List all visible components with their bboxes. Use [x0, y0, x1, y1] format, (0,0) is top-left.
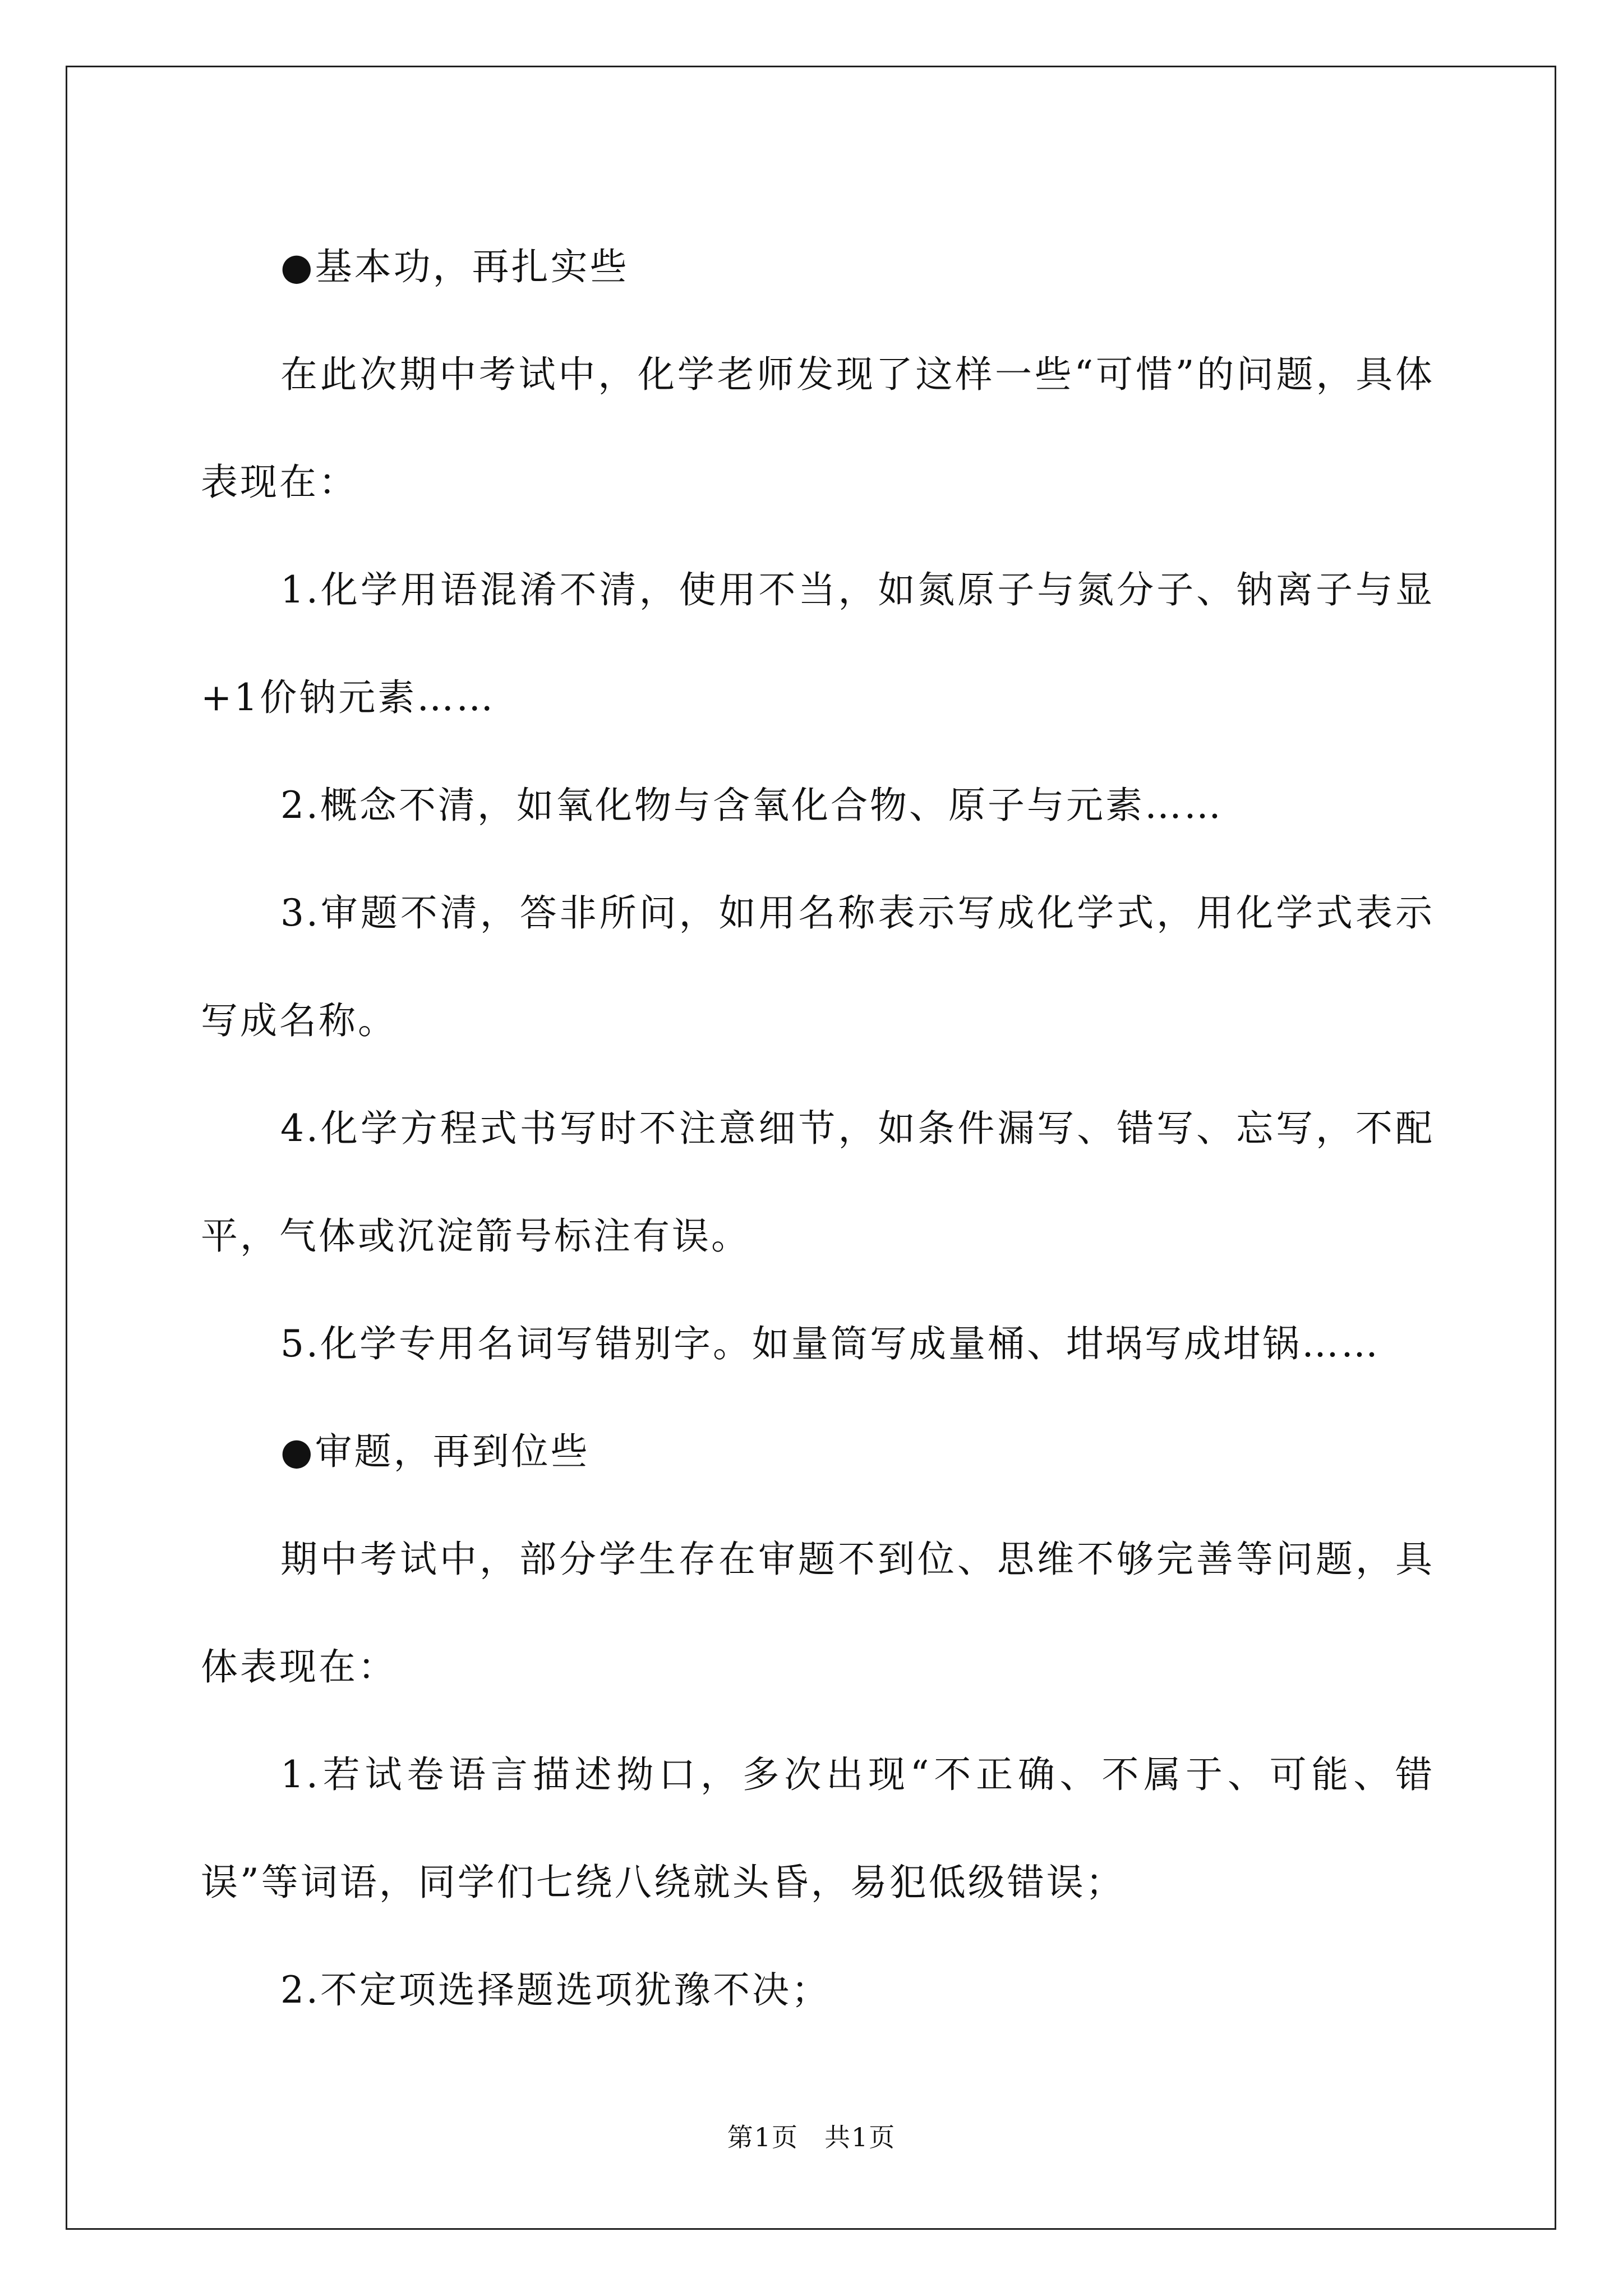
intro-paragraph-basics: 在此次期中考试中，化学老师发现了这样一些“可惜”的问题，具体表现在： — [201, 353, 1435, 504]
reading-list-item-2: 2.不定项选择题选项犹豫不决； — [280, 1968, 831, 2012]
document-body — [201, 213, 1435, 2044]
page-footer — [0, 2120, 1623, 2154]
section-heading-reading: ●审题，再到位些 — [280, 1430, 590, 1473]
total-pages: 共1页 — [824, 2122, 896, 2152]
intro-paragraph-reading: 期中考试中，部分学生存在审题不到位、思维不够完善等问题，具体表现在： — [201, 1538, 1435, 1688]
list-item-1: 1.化学用语混淆不清，使用不当，如氮原子与氮分子、钠离子与显+1价钠元素…… — [201, 568, 1435, 719]
page-number: 第1页 — [727, 2122, 799, 2152]
list-item-5: 5.化学专用名词写错别字。如量筒写成量桶、坩埚写成坩锅…… — [280, 1322, 1380, 1365]
list-item-3: 3.审题不清，答非所问，如用名称表示写成化学式，用化学式表示写成名称。 — [201, 891, 1435, 1042]
list-item-4: 4.化学方程式书写时不注意细节，如条件漏写、错写、忘写，不配平，气体或沉淀箭号标注有误。 — [201, 1107, 1435, 1258]
reading-list-item-1: 1.若试卷语言描述拗口，多次出现“不正确、不属于、可能、错误”等词语，同学们七绕八绕就头昏，易犯低级错误； — [201, 1753, 1435, 1904]
list-item-2: 2.概念不清，如氧化物与含氧化合物、原子与元素…… — [280, 784, 1223, 827]
section-heading-basics: ●基本功，再扎实些 — [280, 245, 629, 288]
